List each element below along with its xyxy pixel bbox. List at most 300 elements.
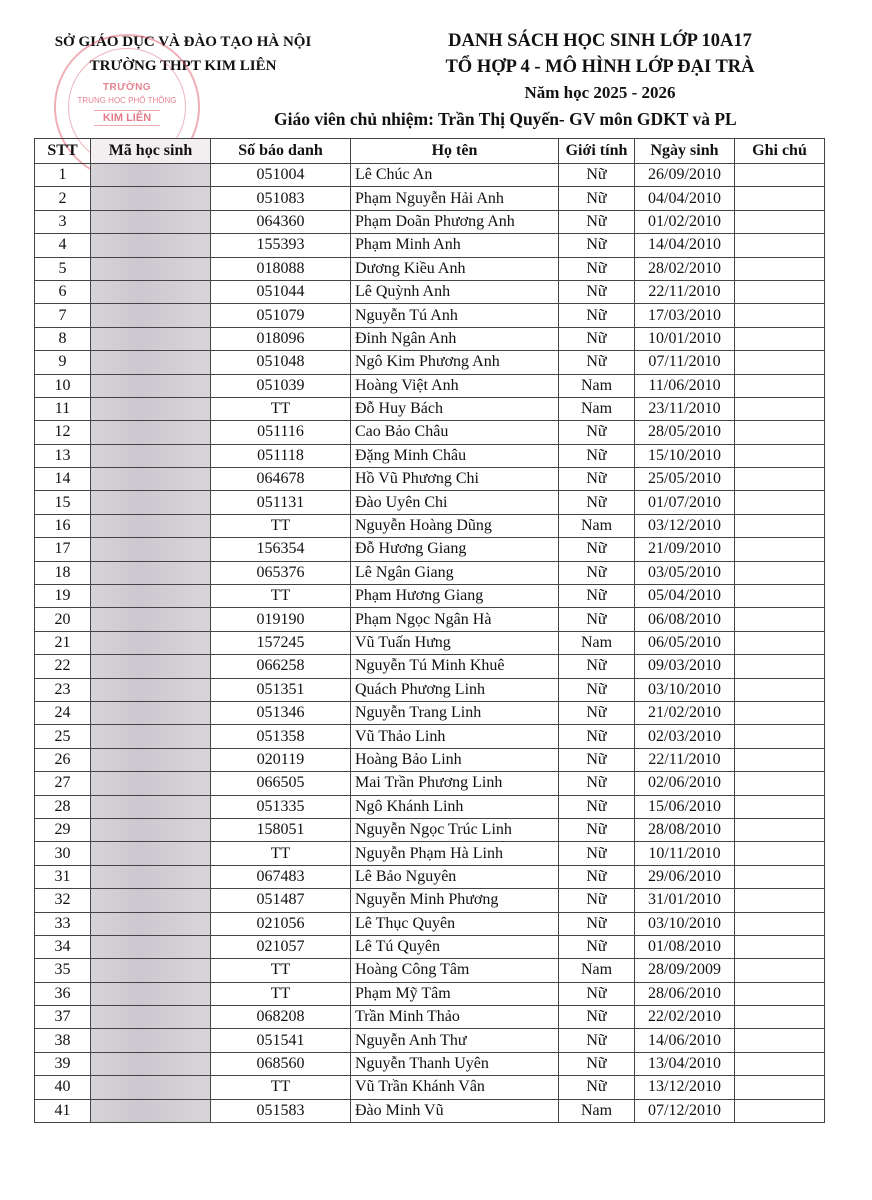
full-name-cell: Cao Bảo Châu [351,421,559,444]
full-name-cell: Phạm Doãn Phương Anh [351,210,559,233]
full-name-cell: Đỗ Huy Bách [351,397,559,420]
notes-cell [735,631,825,654]
candidate-number-cell: 067483 [211,865,351,888]
notes-cell [735,701,825,724]
stt-cell: 34 [35,935,91,958]
student-id-cell-redacted [91,351,211,374]
table-row [35,1006,825,1029]
gender-cell: Nữ [559,889,635,912]
gender-cell: Nữ [559,444,635,467]
full-name-cell: Nguyễn Tú Minh Khuê [351,655,559,678]
student-id-cell-redacted [91,1076,211,1099]
gender-cell: Nữ [559,257,635,280]
notes-cell [735,748,825,771]
notes-cell [735,561,825,584]
birthdate-cell: 31/01/2010 [635,889,735,912]
candidate-number-cell: 051583 [211,1099,351,1122]
full-name-cell: Quách Phương Linh [351,678,559,701]
gender-cell: Nữ [559,327,635,350]
table-row [35,748,825,771]
student-id-cell-redacted [91,725,211,748]
birthdate-cell: 15/10/2010 [635,444,735,467]
table-row [35,187,825,210]
school-name: TRƯỜNG THPT KIM LIÊN [89,58,277,74]
stt-cell: 31 [35,865,91,888]
birthdate-cell: 15/06/2010 [635,795,735,818]
notes-cell [735,959,825,982]
candidate-number-cell: 064360 [211,210,351,233]
table-row [35,842,825,865]
birthdate-cell: 17/03/2010 [635,304,735,327]
stt-cell: 12 [35,421,91,444]
table-row [35,327,825,350]
stamp-text-1: TRƯỜNG [102,82,152,93]
full-name-cell: Lê Thục Quyên [351,912,559,935]
gender-cell: Nữ [559,818,635,841]
notes-cell [735,468,825,491]
student-id-cell-redacted [91,468,211,491]
candidate-number-cell: 065376 [211,561,351,584]
table-row [35,351,825,374]
candidate-number-cell: 051541 [211,1029,351,1052]
table-header-row [35,139,825,164]
birthdate-cell: 22/02/2010 [635,1006,735,1029]
stt-cell: 6 [35,280,91,303]
student-id-cell-redacted [91,304,211,327]
student-id-cell-redacted [91,187,211,210]
gender-cell: Nam [559,1099,635,1122]
notes-cell [735,912,825,935]
stt-cell: 14 [35,468,91,491]
col-header-birthdate: Ngày sinh [635,139,735,164]
notes-cell [735,772,825,795]
table-row [35,725,825,748]
full-name-cell: Ngô Khánh Linh [351,795,559,818]
notes-cell [735,725,825,748]
candidate-number-cell: 158051 [211,818,351,841]
document-title: DANH SÁCH HỌC SINH LỚP 10A17 [448,31,752,51]
candidate-number-cell: 018088 [211,257,351,280]
stt-cell: 3 [35,210,91,233]
notes-cell [735,1006,825,1029]
stt-cell: 29 [35,818,91,841]
student-id-cell-redacted [91,959,211,982]
table-row [35,982,825,1005]
notes-cell [735,678,825,701]
birthdate-cell: 28/02/2010 [635,257,735,280]
student-id-cell-redacted [91,818,211,841]
notes-cell [735,889,825,912]
student-id-cell-redacted [91,421,211,444]
full-name-cell: Đỗ Hương Giang [351,538,559,561]
table-row [35,514,825,537]
full-name-cell: Nguyễn Ngọc Trúc Linh [351,818,559,841]
student-table [34,138,825,1123]
stt-cell: 18 [35,561,91,584]
col-header-full-name: Họ tên [351,139,559,164]
full-name-cell: Nguyễn Hoàng Dũng [351,514,559,537]
stt-cell: 36 [35,982,91,1005]
gender-cell: Nữ [559,748,635,771]
notes-cell [735,865,825,888]
student-id-cell-redacted [91,514,211,537]
col-header-candidate-number: Số báo danh [211,139,351,164]
stt-cell: 35 [35,959,91,982]
table-row [35,421,825,444]
birthdate-cell: 13/12/2010 [635,1076,735,1099]
gender-cell: Nữ [559,1006,635,1029]
birthdate-cell: 13/04/2010 [635,1052,735,1075]
candidate-number-cell: 051044 [211,280,351,303]
birthdate-cell: 03/05/2010 [635,561,735,584]
student-id-cell-redacted [91,982,211,1005]
gender-cell: Nữ [559,608,635,631]
birthdate-cell: 03/10/2010 [635,678,735,701]
table-row [35,1029,825,1052]
candidate-number-cell: 156354 [211,538,351,561]
birthdate-cell: 03/12/2010 [635,514,735,537]
full-name-cell: Nguyễn Phạm Hà Linh [351,842,559,865]
notes-cell [735,374,825,397]
table-row [35,561,825,584]
stt-cell: 25 [35,725,91,748]
table-row [35,491,825,514]
document-subtitle: TỔ HỢP 4 - MÔ HÌNH LỚP ĐẠI TRÀ [445,57,755,77]
notes-cell [735,421,825,444]
stt-cell: 13 [35,444,91,467]
table-row [35,701,825,724]
full-name-cell: Nguyễn Trang Linh [351,701,559,724]
student-id-cell-redacted [91,1099,211,1122]
table-row [35,795,825,818]
stt-cell: 24 [35,701,91,724]
student-id-cell-redacted [91,327,211,350]
table-row [35,164,825,187]
birthdate-cell: 21/09/2010 [635,538,735,561]
student-id-cell-redacted [91,631,211,654]
table-row [35,655,825,678]
gender-cell: Nam [559,397,635,420]
full-name-cell: Lê Tú Quyên [351,935,559,958]
candidate-number-cell: 066258 [211,655,351,678]
notes-cell [735,327,825,350]
table-row [35,912,825,935]
full-name-cell: Lê Bảo Nguyên [351,865,559,888]
candidate-number-cell: TT [211,959,351,982]
candidate-number-cell: 155393 [211,234,351,257]
stt-cell: 37 [35,1006,91,1029]
full-name-cell: Vũ Thảo Linh [351,725,559,748]
student-id-cell-redacted [91,678,211,701]
birthdate-cell: 07/12/2010 [635,1099,735,1122]
notes-cell [735,655,825,678]
full-name-cell: Phạm Ngọc Ngân Hà [351,608,559,631]
gender-cell: Nữ [559,678,635,701]
birthdate-cell: 25/05/2010 [635,468,735,491]
notes-cell [735,818,825,841]
birthdate-cell: 10/01/2010 [635,327,735,350]
student-id-cell-redacted [91,608,211,631]
candidate-number-cell: 051346 [211,701,351,724]
student-id-cell-redacted [91,1006,211,1029]
gender-cell: Nữ [559,491,635,514]
gender-cell: Nữ [559,304,635,327]
birthdate-cell: 11/06/2010 [635,374,735,397]
full-name-cell: Vũ Tuấn Hưng [351,631,559,654]
full-name-cell: Ngô Kim Phương Anh [351,351,559,374]
stt-cell: 1 [35,164,91,187]
table-row [35,304,825,327]
table-body [35,164,825,1123]
stt-cell: 28 [35,795,91,818]
student-id-cell-redacted [91,164,211,187]
gender-cell: Nữ [559,725,635,748]
stt-cell: 19 [35,585,91,608]
full-name-cell: Phạm Nguyễn Hải Anh [351,187,559,210]
gender-cell: Nam [559,514,635,537]
candidate-number-cell: 051131 [211,491,351,514]
birthdate-cell: 06/08/2010 [635,608,735,631]
candidate-number-cell: 068208 [211,1006,351,1029]
gender-cell: Nữ [559,982,635,1005]
stt-cell: 27 [35,772,91,795]
student-id-cell-redacted [91,234,211,257]
table-row [35,959,825,982]
gender-cell: Nữ [559,538,635,561]
birthdate-cell: 28/05/2010 [635,421,735,444]
table-row [35,889,825,912]
gender-cell: Nữ [559,935,635,958]
school-year: Năm học 2025 - 2026 [524,83,676,102]
table-row [35,678,825,701]
homeroom-teacher: Giáo viên chủ nhiệm: Trần Thị Quyến- GV môn GDKT và PL [274,109,737,129]
student-id-cell-redacted [91,280,211,303]
birthdate-cell: 28/09/2009 [635,959,735,982]
candidate-number-cell: 051358 [211,725,351,748]
stt-cell: 38 [35,1029,91,1052]
full-name-cell: Đinh Ngân Anh [351,327,559,350]
col-header-stt: STT [35,139,91,164]
stt-cell: 22 [35,655,91,678]
student-id-cell-redacted [91,795,211,818]
full-name-cell: Hoàng Việt Anh [351,374,559,397]
stt-cell: 11 [35,397,91,420]
birthdate-cell: 28/08/2010 [635,818,735,841]
full-name-cell: Phạm Hương Giang [351,585,559,608]
gender-cell: Nữ [559,421,635,444]
table-row [35,444,825,467]
candidate-number-cell: 064678 [211,468,351,491]
candidate-number-cell: 051351 [211,678,351,701]
stt-cell: 20 [35,608,91,631]
gender-cell: Nữ [559,912,635,935]
full-name-cell: Hoàng Công Tâm [351,959,559,982]
birthdate-cell: 06/05/2010 [635,631,735,654]
stt-cell: 26 [35,748,91,771]
birthdate-cell: 23/11/2010 [635,397,735,420]
stt-cell: 30 [35,842,91,865]
notes-cell [735,935,825,958]
gender-cell: Nam [559,959,635,982]
notes-cell [735,491,825,514]
gender-cell: Nữ [559,842,635,865]
student-id-cell-redacted [91,444,211,467]
candidate-number-cell: 051335 [211,795,351,818]
full-name-cell: Lê Chúc An [351,164,559,187]
gender-cell: Nữ [559,351,635,374]
notes-cell [735,444,825,467]
stt-cell: 17 [35,538,91,561]
birthdate-cell: 10/11/2010 [635,842,735,865]
gender-cell: Nam [559,374,635,397]
notes-cell [735,234,825,257]
gender-cell: Nữ [559,234,635,257]
student-id-cell-redacted [91,701,211,724]
full-name-cell: Lê Quỳnh Anh [351,280,559,303]
student-id-cell-redacted [91,538,211,561]
col-header-student-id: Mã học sinh [91,139,211,164]
birthdate-cell: 01/07/2010 [635,491,735,514]
candidate-number-cell: 051116 [211,421,351,444]
notes-cell [735,164,825,187]
birthdate-cell: 02/03/2010 [635,725,735,748]
birthdate-cell: 05/04/2010 [635,585,735,608]
stt-cell: 40 [35,1076,91,1099]
col-header-notes: Ghi chú [735,139,825,164]
student-id-cell-redacted [91,1052,211,1075]
candidate-number-cell: TT [211,397,351,420]
gender-cell: Nữ [559,210,635,233]
student-id-cell-redacted [91,772,211,795]
gender-cell: Nam [559,631,635,654]
full-name-cell: Hồ Vũ Phương Chi [351,468,559,491]
notes-cell [735,608,825,631]
gender-cell: Nữ [559,468,635,491]
stt-cell: 4 [35,234,91,257]
gender-cell: Nữ [559,280,635,303]
table-row [35,538,825,561]
gender-cell: Nữ [559,795,635,818]
student-id-cell-redacted [91,1029,211,1052]
table-row [35,1052,825,1075]
table-row [35,608,825,631]
stt-cell: 7 [35,304,91,327]
stt-cell: 10 [35,374,91,397]
notes-cell [735,351,825,374]
title-block [300,28,872,106]
candidate-number-cell: 066505 [211,772,351,795]
full-name-cell: Dương Kiều Anh [351,257,559,280]
department-name: SỞ GIÁO DỤC VÀ ĐÀO TẠO HÀ NỘI [54,34,312,50]
candidate-number-cell: 051039 [211,374,351,397]
birthdate-cell: 02/06/2010 [635,772,735,795]
stt-cell: 16 [35,514,91,537]
col-header-gender: Giới tính [559,139,635,164]
student-id-cell-redacted [91,585,211,608]
student-id-cell-redacted [91,374,211,397]
candidate-number-cell: 051079 [211,304,351,327]
student-id-cell-redacted [91,210,211,233]
table-row [35,865,825,888]
stt-cell: 2 [35,187,91,210]
birthdate-cell: 26/09/2010 [635,164,735,187]
candidate-number-cell: 051004 [211,164,351,187]
stt-cell: 8 [35,327,91,350]
candidate-number-cell: 051048 [211,351,351,374]
candidate-number-cell: 157245 [211,631,351,654]
candidate-number-cell: 051118 [211,444,351,467]
birthdate-cell: 14/06/2010 [635,1029,735,1052]
gender-cell: Nữ [559,701,635,724]
candidate-number-cell: 021057 [211,935,351,958]
full-name-cell: Hoàng Bảo Linh [351,748,559,771]
student-id-cell-redacted [91,889,211,912]
candidate-number-cell: TT [211,585,351,608]
birthdate-cell: 22/11/2010 [635,280,735,303]
notes-cell [735,397,825,420]
notes-cell [735,1076,825,1099]
birthdate-cell: 14/04/2010 [635,234,735,257]
table-row [35,210,825,233]
table-row [35,280,825,303]
birthdate-cell: 21/02/2010 [635,701,735,724]
student-id-cell-redacted [91,935,211,958]
student-id-cell-redacted [91,842,211,865]
gender-cell: Nữ [559,187,635,210]
stamp-text-3: KIM LIÊN [94,110,160,126]
birthdate-cell: 09/03/2010 [635,655,735,678]
stt-cell: 32 [35,889,91,912]
birthdate-cell: 22/11/2010 [635,748,735,771]
stt-cell: 23 [35,678,91,701]
full-name-cell: Đặng Minh Châu [351,444,559,467]
notes-cell [735,795,825,818]
stt-cell: 5 [35,257,91,280]
student-id-cell-redacted [91,257,211,280]
notes-cell [735,982,825,1005]
gender-cell: Nữ [559,164,635,187]
full-name-cell: Nguyễn Thanh Uyên [351,1052,559,1075]
table-row [35,631,825,654]
birthdate-cell: 04/04/2010 [635,187,735,210]
notes-cell [735,1029,825,1052]
stt-cell: 9 [35,351,91,374]
full-name-cell: Vũ Trần Khánh Vân [351,1076,559,1099]
candidate-number-cell: TT [211,1076,351,1099]
stt-cell: 21 [35,631,91,654]
candidate-number-cell: 068560 [211,1052,351,1075]
table-row [35,935,825,958]
notes-cell [735,187,825,210]
stt-cell: 33 [35,912,91,935]
notes-cell [735,210,825,233]
stamp-text-2: TRUNG HỌC PHỔ THÔNG [77,96,177,105]
table-row [35,772,825,795]
student-id-cell-redacted [91,912,211,935]
candidate-number-cell: TT [211,514,351,537]
candidate-number-cell: TT [211,842,351,865]
student-id-cell-redacted [91,397,211,420]
student-id-cell-redacted [91,865,211,888]
stt-cell: 41 [35,1099,91,1122]
gender-cell: Nữ [559,585,635,608]
candidate-number-cell: 019190 [211,608,351,631]
birthdate-cell: 07/11/2010 [635,351,735,374]
table-row [35,257,825,280]
table-row [35,468,825,491]
gender-cell: Nữ [559,772,635,795]
gender-cell: Nữ [559,561,635,584]
